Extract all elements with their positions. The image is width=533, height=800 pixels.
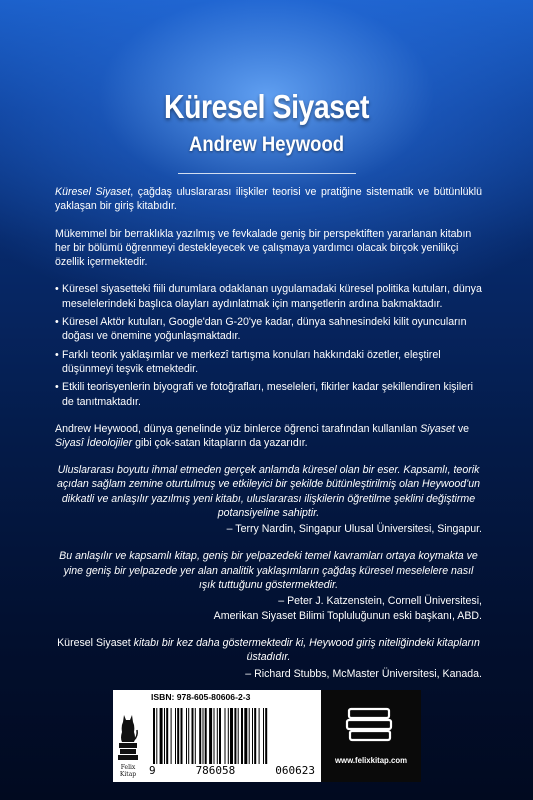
- barcode-digit-group: 9: [149, 764, 156, 777]
- endorsement-quote: Uluslararası boyutu ihmal etmeden gerçek anlamda küresel olan bir eser. Kapsamlı, teorik açıdan sağlam zemine oturtulmuş ve etkileyici bir şekilde bütünleştirilmiş olan Heywood'un dikkatli ve anlaşılır yazılmış yeni kitabı, uluslararası ilişkilerin öğretilme şeklini değiştirme potansiyeline sahiptir.: [56, 464, 481, 519]
- author-text: gibi çok-satan kitapların da yazarıdır.: [132, 437, 308, 450]
- barcode-icon: [151, 708, 315, 764]
- back-cover-panel: [113, 690, 421, 782]
- barcode-digit-group: 060623: [275, 764, 315, 777]
- list-item-text: Etkili teorisyenlerin biyografi ve fotoğrafları, meseleleri, fikirler kadar şekillendiren kişileri de tanıtmaktadır.: [62, 381, 473, 408]
- list-item-text: Farklı teorik yaklaşımlar ve merkezî tartışma konuları hakkındaki özetler, eleştirel düşünmeyi teşvik etmektedir.: [62, 348, 441, 375]
- isbn-block: [147, 690, 317, 782]
- bullet-icon: •: [55, 316, 59, 329]
- title-divider: [178, 173, 356, 174]
- description-block: [55, 185, 482, 463]
- list-item-text: Küresel Aktör kutuları, Google'dan G-20'ye kadar, dünya sahnesindeki kilit oyuncuların doğası ve önemine yoğunlaşmaktadır.: [62, 316, 467, 343]
- book-author: Andrew Heywood: [188, 133, 345, 156]
- barcode-digit-group: 786058: [195, 764, 236, 777]
- author-text: ve: [454, 422, 470, 435]
- publisher-logo: [113, 690, 143, 782]
- endorsement-quote: [55, 636, 482, 665]
- endorsement-attribution: – Peter J. Katzenstein, Cornell Üniversitesi,: [278, 595, 482, 608]
- endorsement-quote-text: kitabı bir kez daha göstermektedir ki, Heywood giriş niteliğindeki kitapların üstadıdır.: [130, 636, 480, 664]
- website-box: [321, 690, 421, 782]
- bullet-icon: •: [55, 283, 59, 296]
- list-item: [55, 315, 482, 344]
- endorsements: [55, 463, 482, 681]
- list-item: [55, 380, 482, 409]
- author-book-italic: Siyasî İdeolojiler: [55, 437, 133, 450]
- bullet-icon: •: [55, 348, 59, 361]
- author-book-italic: Siyaset: [420, 422, 455, 435]
- list-item: [55, 282, 482, 311]
- website-link[interactable]: www.felixkitap.com: [334, 756, 408, 765]
- author-paragraph: [55, 422, 482, 451]
- publisher-logo-text: Felix Kitap: [119, 764, 137, 778]
- endorsement-quote: Bu anlaşılır ve kapsamlı kitap, geniş bir yelpazedeki temel kavramları ortaya koymakta ve yine geniş bir yelpazede yer alan analitik yaklaşımların çağdaş küresel meselelere nasıl ışık tuttuğunu göstermektedir.: [59, 550, 478, 592]
- intro-paragraph: [55, 185, 482, 214]
- endorsement-attribution: Amerikan Siyaset Bilimi Topluluğunun eski başkanı, ABD.: [213, 609, 482, 622]
- intro-title-italic: Küresel Siyaset: [55, 186, 131, 198]
- features-paragraph: Mükemmel bir berraklıkla yazılmış ve fevkalade geniş bir perspektiften yararlanan kitabın her bir bölümü öğrenmeyi destekleyecek ve çalışmaya yardımcı olacak birçok yenilikçi özellik içermektedir.: [55, 227, 472, 269]
- intro-text: , çağdaş uluslararası ilişkiler teorisi ve pratiğine sistematik ve bütünlüklü yaklaşan bir giriş kitabıdır.: [55, 186, 482, 213]
- endorsement-attribution: – Terry Nardin, Singapur Ulusal Üniversitesi, Singapur.: [226, 523, 482, 536]
- list-item-text: Küresel siyasetteki fiili durumlara odaklanan uygulamadaki küresel politika kutuları, dünya meselelerindeki başlıca olayları aydınlatmak için manşetlerin ardına bakmaktadır.: [62, 283, 482, 310]
- books-stack-icon: [345, 705, 395, 745]
- book-title: Küresel Siyaset: [164, 88, 369, 125]
- list-item: [55, 348, 482, 377]
- feature-list: [55, 282, 482, 408]
- bullet-icon: •: [55, 381, 59, 394]
- endorsement-title: Küresel Siyaset: [57, 636, 131, 649]
- endorsement-attribution: – Richard Stubbs, McMaster Üniversitesi, Kanada.: [245, 667, 482, 680]
- barcode-digits: [147, 764, 317, 777]
- cat-on-books-logo-icon: [117, 712, 139, 764]
- isbn-label: ISBN: 978-605-80606-2-3: [147, 690, 317, 704]
- author-text: Andrew Heywood, dünya genelinde yüz binlerce öğrenci tarafından kullanılan: [55, 422, 421, 435]
